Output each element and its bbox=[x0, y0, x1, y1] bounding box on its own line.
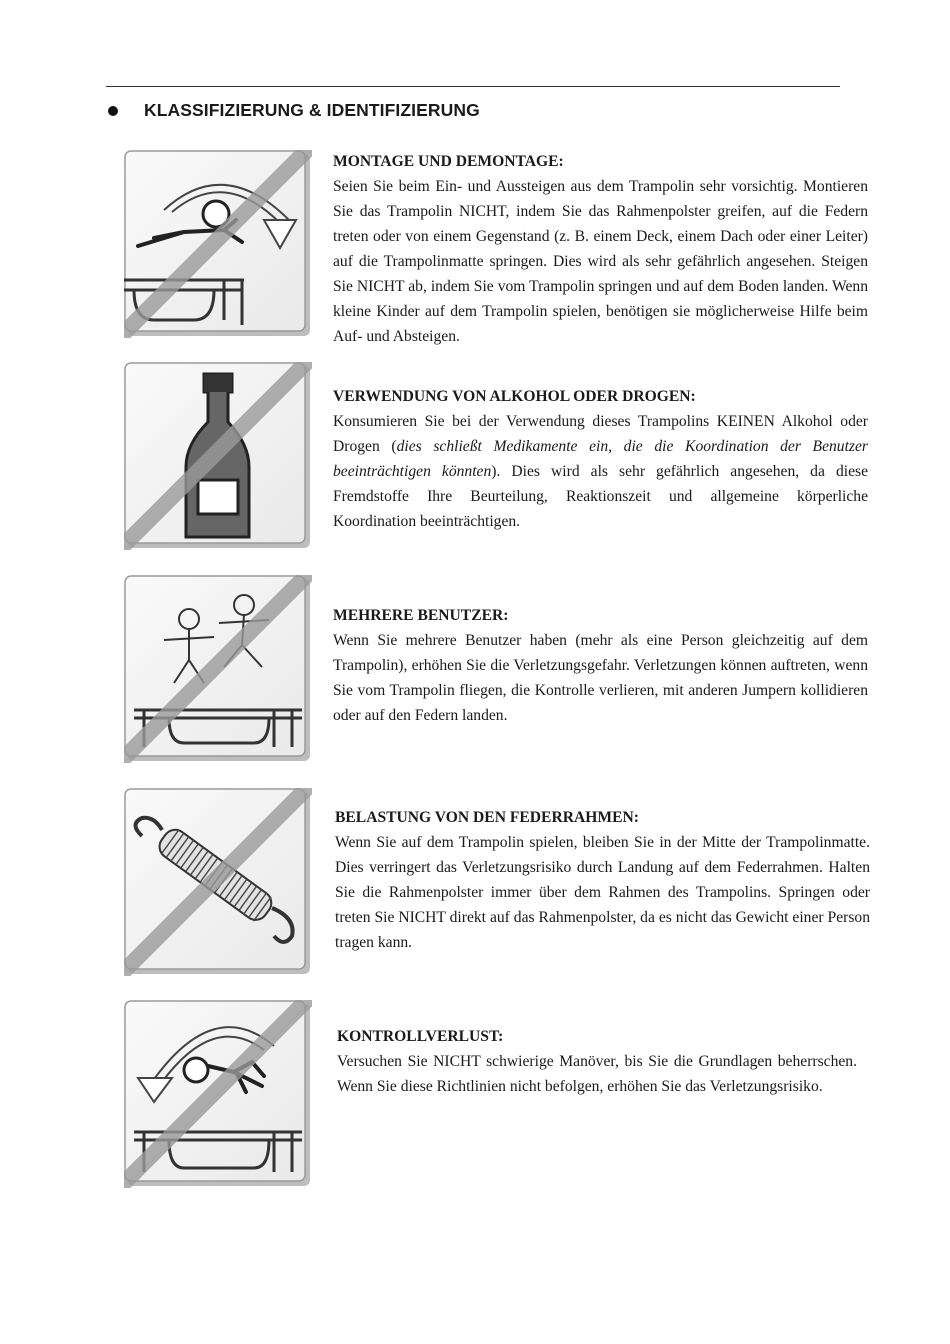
multiple-users-icon bbox=[124, 575, 312, 763]
section-montage bbox=[333, 149, 868, 349]
section-kontrollverlust bbox=[337, 1024, 857, 1099]
spring-icon bbox=[124, 788, 312, 976]
loss-of-control-icon bbox=[124, 1000, 312, 1188]
section-text: Seien Sie beim Ein- und Aussteigen aus dem Trampolin sehr vorsichtig. Montieren Sie das Trampolin NICHT, indem Sie das Rahmenpolster greifen, auf die Federn treten oder von einem Gegenstand (z. B. einem Deck, einem Dach oder einer Leiter) auf die Trampolinmatte springen. Dies wird als sehr gefährlich angesehen. Steigen Sie NICHT ab, indem Sie vom Trampolin springen und auf dem Boden landen. Wenn kleine Kinder auf dem Trampolin spielen, benötigen sie möglicherweise Hilfe beim Auf- und Absteigen. bbox=[333, 178, 868, 345]
section-mehrere-benutzer bbox=[333, 603, 868, 728]
section-federrahmen bbox=[335, 805, 870, 955]
section-text: Versuchen Sie NICHT schwierige Manöver, bis Sie die Grundlagen beherrschen. Wenn Sie diese Richtlinien nicht befolgen, erhöhen Sie das Verletzungsrisiko. bbox=[337, 1053, 857, 1095]
alcohol-bottle-icon bbox=[124, 362, 312, 550]
mount-dismount-icon bbox=[124, 150, 312, 338]
section-text: Wenn Sie mehrere Benutzer haben (mehr als eine Person gleichzeitig auf dem Trampolin), erhöhen Sie die Verletzungsgefahr. Verletzungen können auftreten, wenn Sie vom Trampolin fliegen, die Kontrolle verlieren, mit anderen Jumpern kollidieren oder auf den Federn landen. bbox=[333, 632, 868, 724]
section-heading bbox=[108, 100, 480, 121]
section-text: Konsumieren Sie bei der Verwendung dieses Trampolins KEINEN Alkohol oder Drogen (dies schließt Medikamente ein, die die Koordination der Benutzer beeinträchtigen könnten). Dies wird als sehr gefährlich angesehen, da diese Fremdstoffe Ihre Beurteilung, Reaktionszeit und allgemeine körperliche Koordination beeinträchtigen. bbox=[333, 413, 868, 530]
section-title: BELASTUNG VON DEN FEDERRAHMEN: bbox=[335, 809, 639, 826]
top-rule bbox=[106, 86, 840, 87]
section-alkohol bbox=[333, 384, 868, 534]
heading-text: KLASSIFIZIERUNG & IDENTIFIZIERUNG bbox=[144, 100, 480, 120]
section-title: MEHRERE BENUTZER: bbox=[333, 607, 509, 624]
bullet-icon bbox=[108, 106, 118, 116]
section-text: Wenn Sie auf dem Trampolin spielen, bleiben Sie in der Mitte der Trampolinmatte. Dies verringert das Verletzungsrisiko durch Landung auf dem Federrahmen. Halten Sie die Rahmenpolster immer über dem Rahmen des Trampolins. Springen oder treten Sie NICHT direkt auf das Rahmenpolster, da es nicht das Gewicht einer Person tragen kann. bbox=[335, 834, 870, 951]
section-title: KONTROLLVERLUST: bbox=[337, 1028, 504, 1045]
section-title: MONTAGE UND DEMONTAGE: bbox=[333, 153, 564, 170]
section-title: VERWENDUNG VON ALKOHOL ODER DROGEN: bbox=[333, 388, 696, 405]
